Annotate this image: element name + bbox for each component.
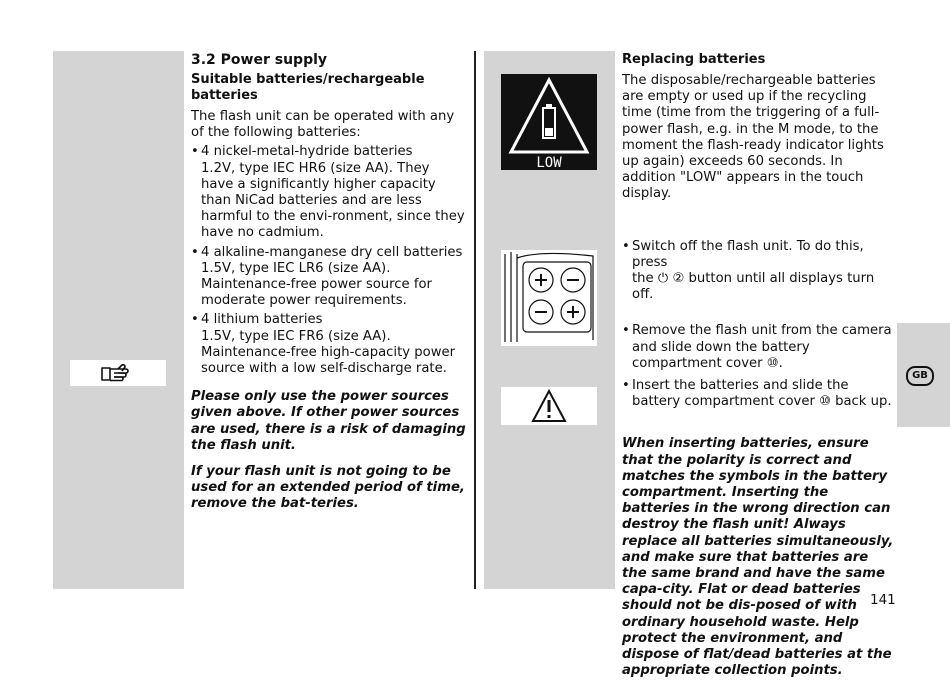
replacing-para: The disposable/rechargeable batteries are empty or used up if the recycling time (time from the triggering of a full-power flash, e.g. in the M mode, to the moment the flash-ready indicator lights up again) exceeds 60 seconds. In addition "LOW" appears in the touch display. — [622, 73, 884, 202]
pointing-hand-icon — [70, 360, 166, 386]
list-item: • 4 nickel-metal-hydride batteries 1.2V, type IEC HR6 (size AA). They have a significantly higher capacity than NiCad batteries and are less harmful to the envi-ronment, since they have no cadmium. — [191, 144, 466, 241]
list-item: • 4 alkaline-manganese dry cell batteries 1.5V, type IEC LR6 (size AA). Maintenance-free power source for moderate power requirements. — [191, 245, 466, 310]
intro: The flash unit can be operated with any of the following batteries: — [191, 109, 455, 141]
subtitle: Suitable batteries/rechargeable batteries — [191, 72, 425, 103]
left-margin-bar — [53, 51, 184, 589]
warning-text: When inserting batteries, ensure that the polarity is correct and matches the symbols in the battery compartment. Inserting the batteries in the wrong direction can destroy the flash unit! Always replace all batteries simultaneously, and make sure that batteries are the same brand and have the same capa-city. Flat or dead batteries should not be dis-posed of with ordinary household waste. Help protect the environment, and dispose of flat/dead batteries at the appropriate collection points. — [622, 436, 894, 679]
language-badge: GB — [906, 366, 934, 386]
battery-compartment-illustration — [501, 250, 597, 346]
replacing-title: Replacing batteries — [622, 52, 766, 67]
section-title: 3.2 Power supply — [191, 52, 328, 68]
list-item: • Switch off the flash unit. To do this, press the ⏻ ② button until all displays turn off. — [622, 239, 897, 304]
list-item: • Insert the batteries and slide the battery compartment cover ⑩ back up. — [622, 378, 897, 410]
right-column — [622, 52, 897, 680]
list-item: • Remove the flash unit from the camera and slide down the battery compartment cover ⑩. — [622, 323, 897, 372]
low-label: LOW — [536, 155, 562, 170]
power-button-symbol: ⏻ ② — [657, 271, 685, 287]
note-storage: If your flash unit is not going to be used for an extended period of time, remove the bat-teries. — [191, 464, 465, 512]
list-item: • 4 lithium batteries 1.5V, type IEC FR6 (size AA). Maintenance-free high-capacity power source with a low self-discharge rate. — [191, 312, 466, 377]
low-battery-warning-icon — [501, 74, 597, 170]
left-column — [191, 52, 466, 513]
note-power: Please only use the power sources given above. If other power sources are used, there is a risk of damaging the flash unit. — [191, 389, 466, 453]
column-divider — [474, 51, 476, 589]
page-number: 141 — [870, 592, 896, 608]
caution-triangle-icon — [501, 387, 597, 425]
